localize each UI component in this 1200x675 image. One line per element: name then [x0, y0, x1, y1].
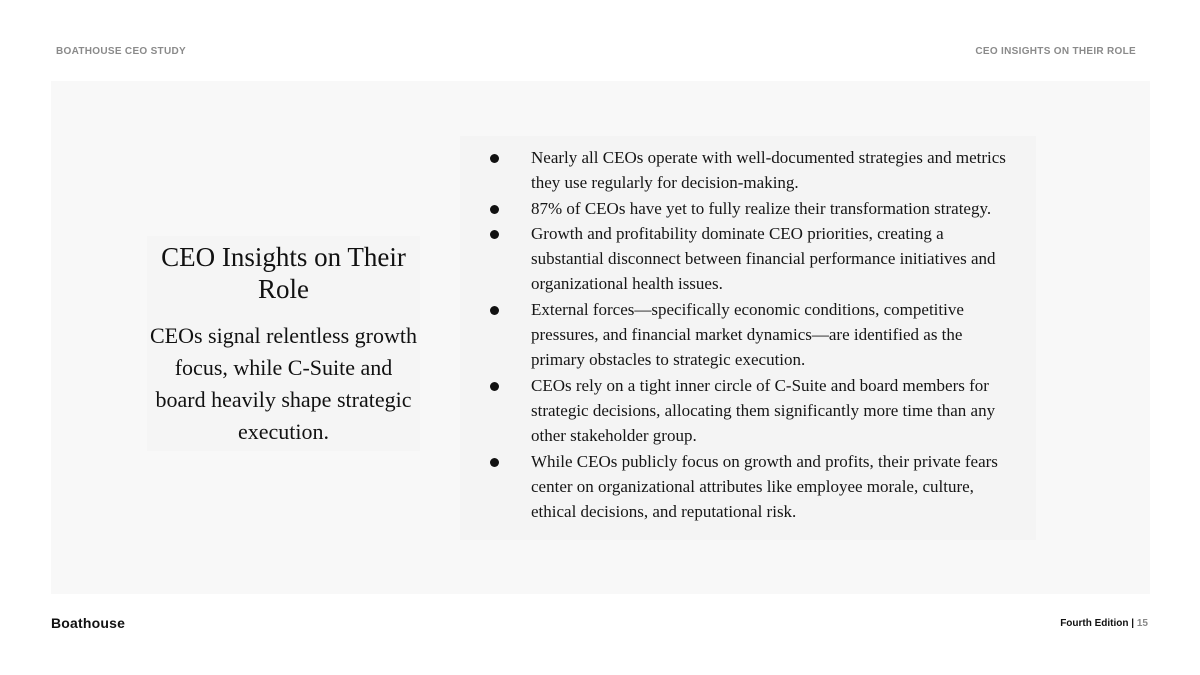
list-item: [460, 145, 1036, 196]
bullet-icon: [490, 230, 499, 239]
bullet-icon: [490, 306, 499, 315]
page-number: 15: [1136, 618, 1148, 629]
list-item: [460, 196, 1036, 221]
list-item: [460, 449, 1036, 525]
list-item: [460, 221, 1036, 297]
boathouse-logo: Boathouse: [51, 615, 126, 631]
insights-list: [460, 145, 1036, 524]
insights-box: [460, 136, 1036, 540]
header-study-label: BOATHOUSE CEO STUDY: [56, 46, 186, 57]
edition-label: Fourth Edition |: [1060, 618, 1135, 629]
bullet-icon: [490, 205, 499, 214]
header-section-label: CEO INSIGHTS ON THEIR ROLE: [975, 46, 1136, 57]
summary-box: [147, 236, 420, 451]
page-title: CEO Insights on Their Role: [161, 242, 406, 304]
bullet-icon: [490, 154, 499, 163]
list-item-text: While CEOs publicly focus on growth and profits, their private fears center on organizational attributes like employee morale, culture, ethical decisions, and reputational risk.: [531, 451, 998, 522]
list-item-text: 87% of CEOs have yet to fully realize their transformation strategy.: [531, 198, 992, 218]
bullet-icon: [490, 382, 499, 391]
page-subtitle: CEOs signal relentless growth focus, while C-Suite and board heavily shape strategic execution.: [149, 323, 418, 444]
list-item-text: External forces—specifically economic conditions, competitive pressures, and financial market dynamics—are identified as the primary obstacles to strategic execution.: [531, 299, 964, 370]
list-item-text: CEOs rely on a tight inner circle of C-Suite and board members for strategic decisions, allocating them significantly more time than any other stakeholder group.: [531, 375, 996, 446]
list-item-text: Growth and profitability dominate CEO priorities, creating a substantial disconnect between financial performance initiatives and organizational health issues.: [531, 223, 996, 294]
list-item-text: Nearly all CEOs operate with well-documented strategies and metrics they use regularly for decision-making.: [531, 148, 1006, 193]
list-item: [460, 297, 1036, 373]
footer-pagination: [1060, 618, 1148, 629]
bullet-icon: [490, 458, 499, 467]
list-item: [460, 373, 1036, 449]
